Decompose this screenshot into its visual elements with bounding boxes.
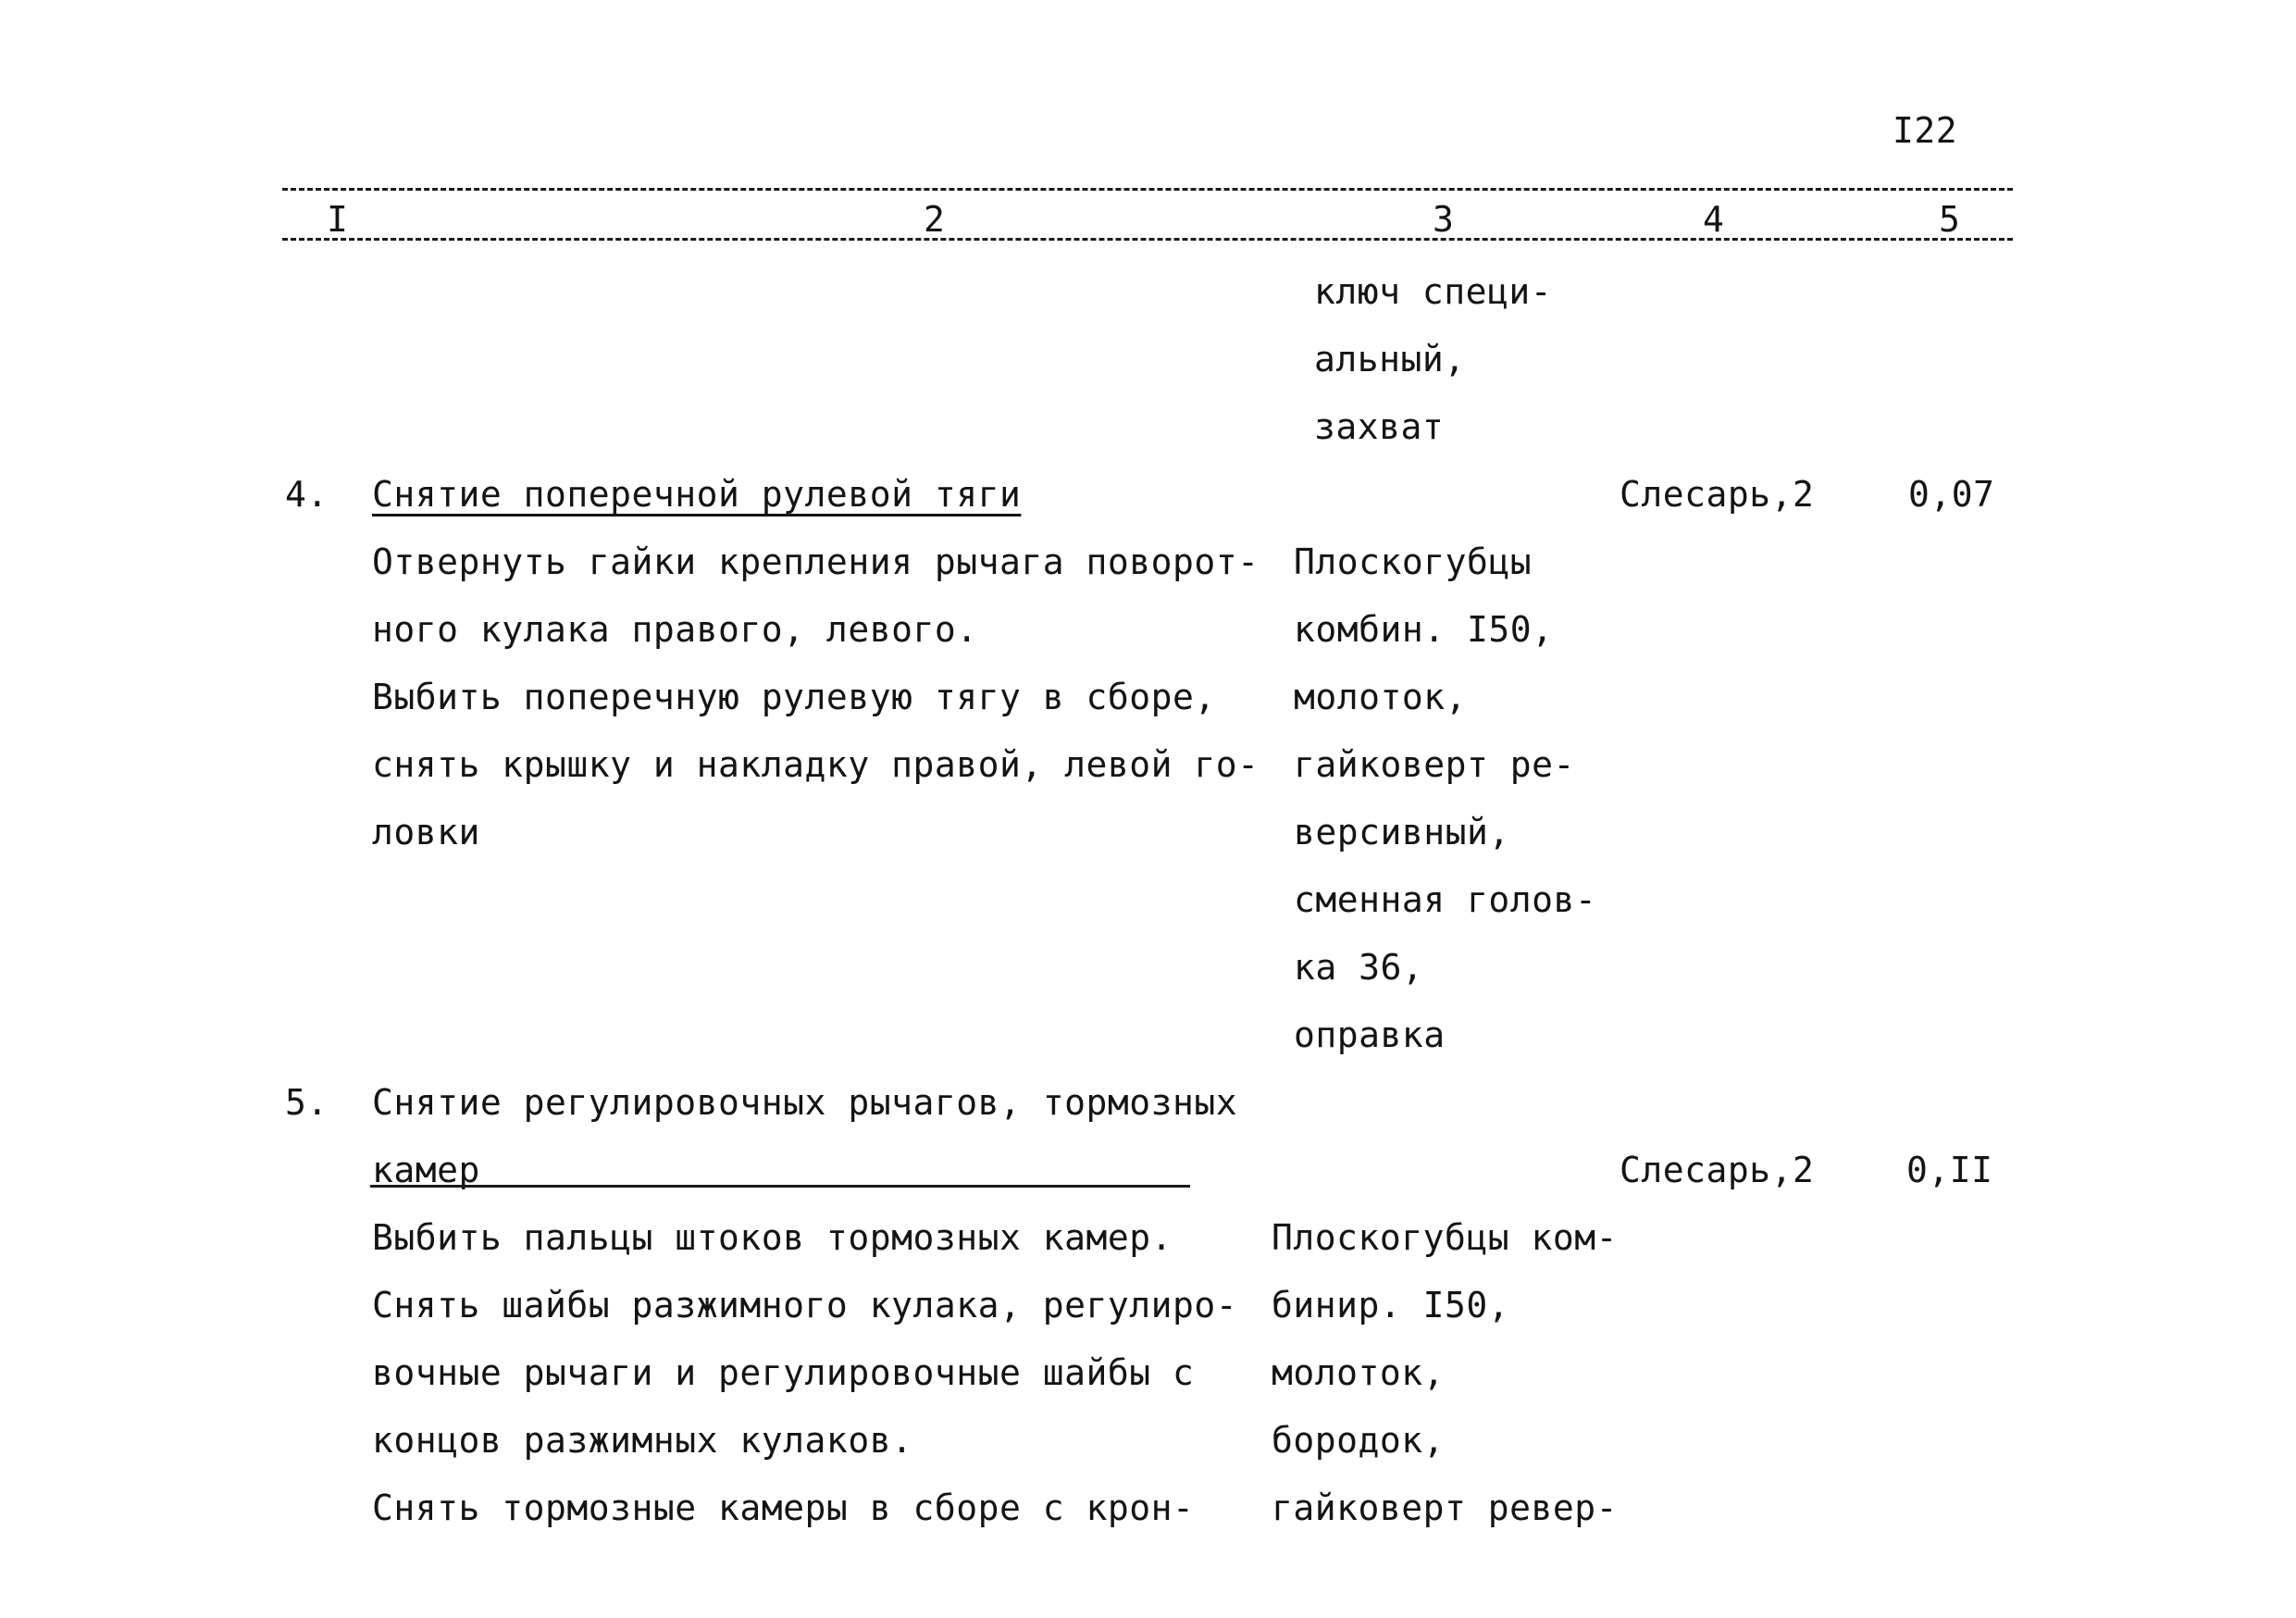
step-5-number: 5.: [285, 1082, 329, 1123]
step-5-description-line: концов разжимных кулаков.: [372, 1420, 913, 1461]
step-4-title: Снятие поперечной рулевой тяги: [372, 474, 1022, 515]
step-5-time: 0,II: [1906, 1150, 1993, 1190]
continuation-tool-line: альный,: [1314, 339, 1466, 380]
step-5-title-line1: Снятие регулировочных рычагов, тормозных: [372, 1082, 1238, 1123]
step-5-title-line2: камер: [372, 1150, 480, 1190]
page-number: I22: [1893, 110, 1958, 151]
column-number-2: 2: [924, 199, 945, 240]
step-4-description-line: Отвернуть гайки крепления рычага поворот-: [372, 541, 1260, 582]
step-4-description-line: снять крышку и накладку правой, левой го-: [372, 744, 1260, 785]
header-top-rule: [282, 188, 2013, 191]
step-4-tool-line: Плоскогубцы: [1294, 541, 1533, 582]
column-number-4: 4: [1703, 199, 1724, 240]
step-4-tool-line: молоток,: [1294, 677, 1468, 717]
step-4-description-line: ловки: [372, 812, 480, 853]
continuation-tool-line: ключ специ-: [1314, 271, 1553, 312]
step-5-description-line: Снять тормозные камеры в сборе с крон-: [372, 1487, 1195, 1528]
step-4-tool-line: ка 36,: [1294, 947, 1424, 988]
continuation-tool-line: захват: [1314, 406, 1445, 447]
step-4-tool-line: комбин. I50,: [1294, 609, 1554, 650]
step-4-tool-line: версивный,: [1294, 812, 1510, 853]
step-5-tool-line: бородок,: [1272, 1420, 1446, 1461]
step-5-title-underline: [370, 1185, 1190, 1188]
step-4-time: 0,07: [1908, 474, 1995, 515]
step-4-description-line: Выбить поперечную рулевую тягу в сборе,: [372, 677, 1216, 717]
step-5-worker: Слесарь,2: [1620, 1150, 1815, 1190]
step-5-tool-line: Плоскогубцы ком-: [1272, 1217, 1619, 1258]
step-4-tool-line: оправка: [1294, 1014, 1446, 1055]
step-5-tool-line: гайковерт ревер-: [1272, 1487, 1619, 1528]
step-5-tool-line: биниp. I50,: [1272, 1285, 1510, 1326]
step-4-description-line: ного кулака правого, левого.: [372, 609, 978, 650]
step-4-worker: Слесарь,2: [1620, 474, 1815, 515]
step-5-description-line: Снять шайбы разжимного кулака, регулиро-: [372, 1285, 1238, 1326]
step-5-description-line: Выбить пальцы штоков тормозных камер.: [372, 1217, 1173, 1258]
step-5-description-line: вочные рычаги и регулировочные шайбы с: [372, 1352, 1195, 1393]
step-4-tool-line: гайковерт ре-: [1294, 744, 1575, 785]
step-5-tool-line: молоток,: [1272, 1352, 1446, 1393]
column-number-3: 3: [1433, 199, 1454, 240]
column-number-1: I: [327, 199, 348, 240]
step-4-number: 4.: [285, 474, 329, 515]
step-4-tool-line: сменная голов-: [1294, 879, 1597, 920]
column-number-5: 5: [1939, 199, 1960, 240]
header-bottom-rule: [282, 238, 2013, 241]
